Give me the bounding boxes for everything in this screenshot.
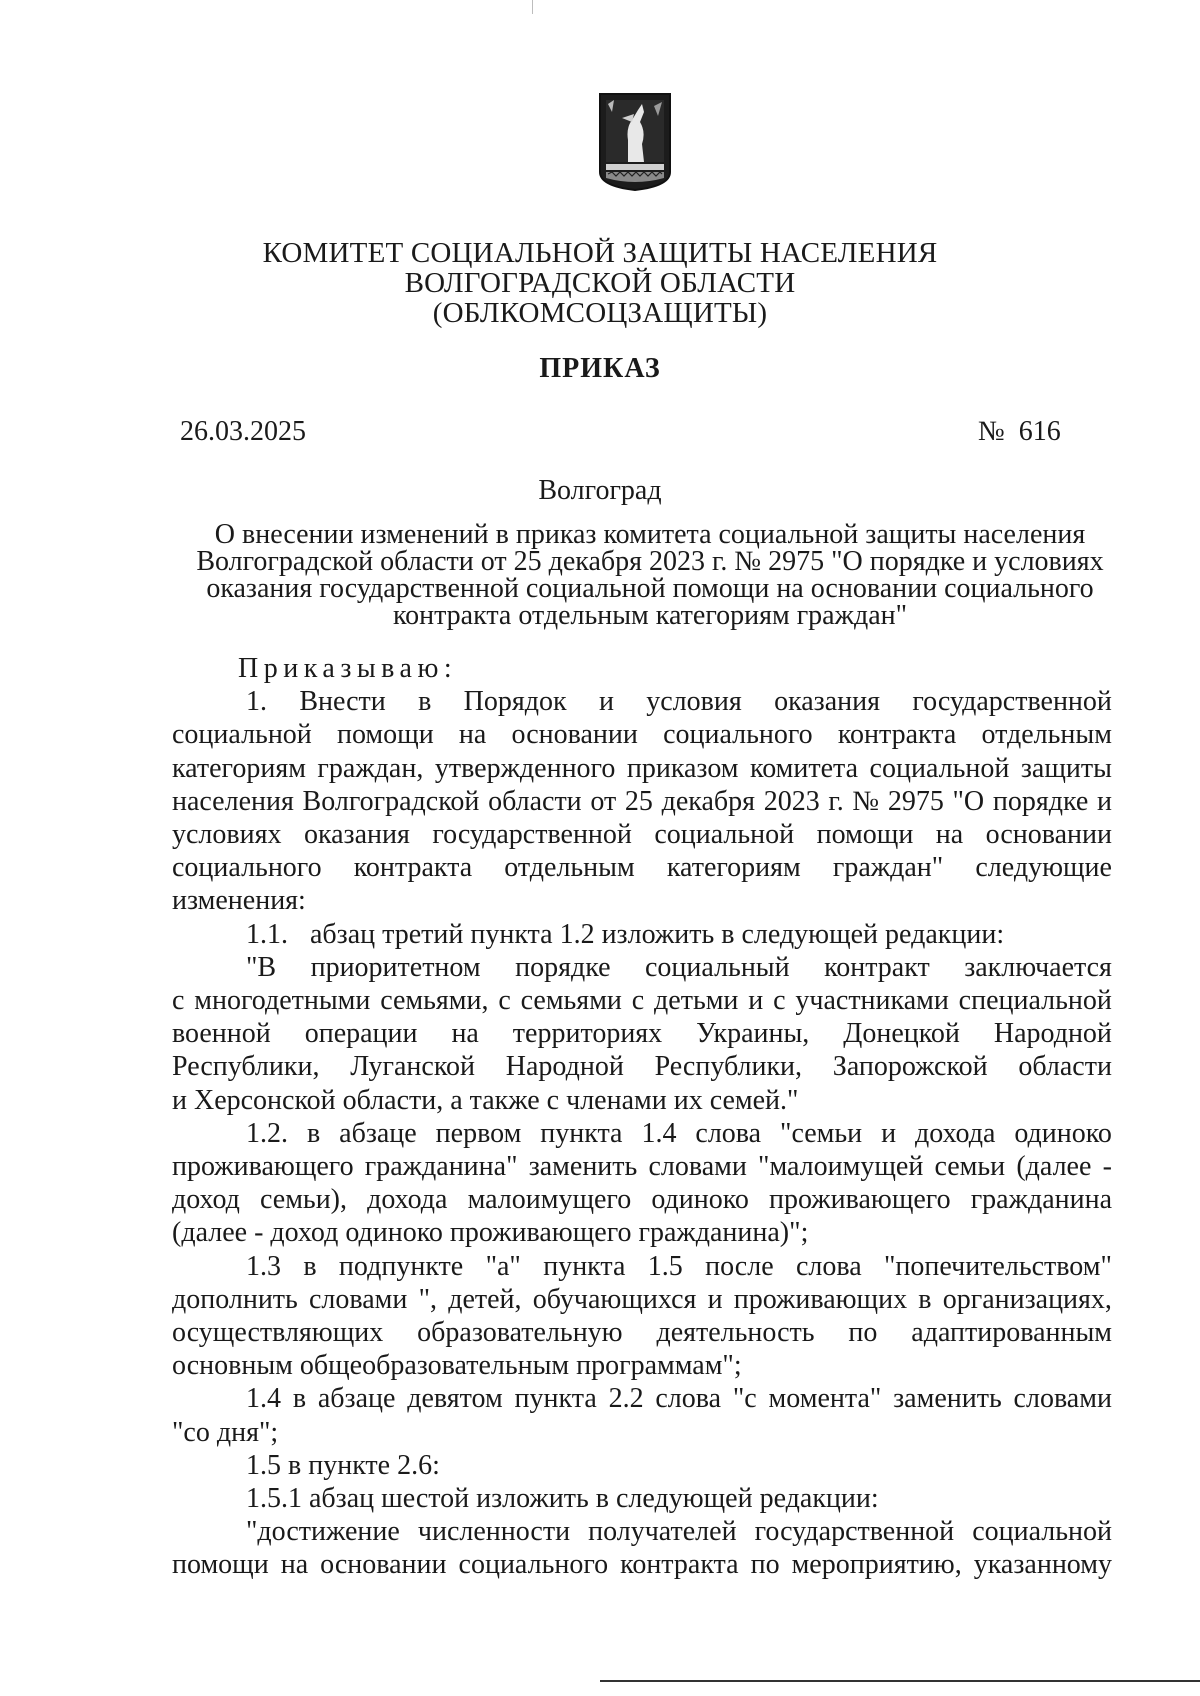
word: государственной <box>432 819 632 851</box>
word: и <box>881 1117 897 1149</box>
paragraph-line <box>172 918 1112 951</box>
word: малоимущего <box>467 1184 632 1216</box>
word: социального <box>458 1549 609 1581</box>
word: одиноко <box>1014 1117 1112 1149</box>
word: 1.3 <box>246 1250 281 1282</box>
paragraph-line <box>172 1216 1112 1249</box>
word: "О <box>952 785 985 817</box>
word: в <box>418 686 432 718</box>
word: Республики, <box>654 1051 803 1083</box>
word: 2023 <box>763 785 820 817</box>
item-number: 1.1. <box>246 918 288 950</box>
word: после <box>705 1250 774 1282</box>
word: 1.5 <box>647 1250 683 1282</box>
word: подпункте <box>338 1250 464 1282</box>
word: на <box>280 1549 309 1581</box>
word: численности <box>417 1516 571 1548</box>
word: "семьи <box>780 1117 863 1149</box>
order-word: Приказываю: <box>238 653 458 684</box>
document-body <box>172 652 1112 1582</box>
paragraph-text: основным общеобразовательным программам"; <box>172 1350 742 1382</box>
word: проживающего <box>769 1184 951 1216</box>
word: помощи <box>172 1549 269 1581</box>
word: по <box>848 1317 878 1349</box>
paragraph-line <box>172 1316 1112 1349</box>
word: 25 <box>624 785 653 817</box>
word: граждан" <box>832 852 944 884</box>
word: дохода <box>915 1117 996 1149</box>
word: детьми <box>654 985 739 1017</box>
word: социальной <box>654 819 795 851</box>
word: Народной <box>505 1051 624 1083</box>
word: пункта <box>514 1383 597 1415</box>
word: с <box>498 985 511 1017</box>
paragraph-text: (далее - доход одиноко проживающего гражданина)"; <box>172 1217 809 1249</box>
subject-line: Волгоградской области от 25 декабря 2023 г. № 2975 "О порядке и условиях <box>196 546 1104 577</box>
word: 1.4 <box>246 1383 281 1415</box>
paragraph-line <box>172 1250 1112 1283</box>
word: Волгоградской <box>302 785 480 817</box>
scan-mark <box>532 0 533 14</box>
word: в <box>306 1117 321 1149</box>
word: Луганской <box>350 1051 476 1083</box>
word: социальной <box>869 752 1010 784</box>
word: оказания <box>303 819 410 851</box>
word: Украины, <box>696 1018 810 1050</box>
word: области <box>488 785 582 817</box>
word: словами <box>648 1151 747 1183</box>
word: и <box>707 1283 723 1315</box>
organization-line: ВОЛГОГРАДСКОЙ ОБЛАСТИ <box>404 267 796 299</box>
word: образовательную <box>417 1317 623 1349</box>
word: проживающих <box>733 1283 908 1315</box>
paragraph-line <box>172 1382 1112 1415</box>
paragraph-line <box>172 1150 1112 1183</box>
word: условиях <box>172 819 282 851</box>
subject-line: оказания государственной социальной помощи на основании социального <box>206 573 1094 604</box>
word: защиты <box>1020 752 1112 784</box>
document-city: Волгоград <box>538 475 662 506</box>
paragraph-line <box>172 884 1112 917</box>
word: в <box>918 1283 932 1315</box>
word: с <box>773 985 786 1017</box>
word: (далее <box>1016 1151 1092 1183</box>
word: и <box>1096 785 1112 817</box>
number-value: 616 <box>1018 416 1061 447</box>
organization-line: (ОБЛКОМСОЦЗАЩИТЫ) <box>432 297 768 329</box>
word: и <box>748 985 764 1017</box>
paragraph-line <box>172 951 1112 984</box>
word: области <box>1018 1051 1112 1083</box>
word: заключается <box>964 951 1112 983</box>
word: многодетными <box>194 985 371 1017</box>
word: словами <box>1013 1383 1112 1415</box>
word: № <box>852 785 880 817</box>
word: 1.4 <box>641 1117 677 1149</box>
word: "В <box>246 951 277 983</box>
word: мероприятию, <box>791 1549 962 1581</box>
document-type: ПРИКАЗ <box>539 353 661 384</box>
word: с <box>631 985 645 1017</box>
word: Порядок <box>463 686 567 718</box>
word: семьями, <box>380 985 489 1017</box>
document-subject <box>170 521 1130 629</box>
word: социальный <box>645 951 790 983</box>
document-date: 26.03.2025 <box>180 416 306 447</box>
word: основании <box>320 1549 447 1581</box>
word: контракта <box>353 852 473 884</box>
word: участниками <box>795 985 949 1017</box>
word: семьями <box>520 985 622 1017</box>
word: "с <box>732 1383 757 1415</box>
word: заменить <box>528 1151 638 1183</box>
word: слова <box>795 1250 862 1282</box>
word: социальной <box>172 719 312 751</box>
word: категориям <box>666 852 801 884</box>
word: по <box>750 1549 780 1581</box>
word: 2975 <box>887 785 944 817</box>
page-edge-line <box>600 1680 1200 1682</box>
paragraph-line <box>172 1349 1112 1382</box>
word: проживающего <box>172 1151 354 1183</box>
word: деятельность <box>656 1317 815 1349</box>
word: социального <box>172 852 322 884</box>
word: декабря <box>661 785 756 817</box>
word: следующие <box>975 852 1112 884</box>
paragraph-line <box>172 818 1112 851</box>
word: категориям <box>172 752 306 784</box>
word: от <box>590 785 617 817</box>
word: порядке <box>515 951 611 983</box>
paragraph-line <box>172 1449 1112 1482</box>
word: и <box>598 686 614 718</box>
word: "а" <box>485 1250 521 1282</box>
word: помощи <box>816 819 914 851</box>
word: одиноко <box>651 1184 749 1216</box>
paragraph-line <box>172 1416 1112 1449</box>
word: в <box>292 1383 307 1415</box>
word: - <box>1102 1151 1112 1183</box>
word: доход <box>172 1184 240 1216</box>
paragraph-line <box>172 1183 1112 1216</box>
word: пункта <box>543 1250 626 1282</box>
word: "малоимущей <box>758 1151 924 1183</box>
word: контракта <box>620 1549 739 1581</box>
volgograd-coat-of-arms-icon <box>598 92 672 192</box>
number-sign: № <box>978 416 1005 447</box>
word: Республики, <box>172 1051 320 1083</box>
paragraph-text: изменения: <box>172 885 306 917</box>
word: первом <box>435 1117 522 1149</box>
word: словами <box>309 1283 408 1315</box>
paragraph-line <box>172 1548 1112 1581</box>
subject-line: контракта отдельным категориям граждан" <box>392 600 908 631</box>
item-number: 1. <box>246 686 267 718</box>
word: семьи), <box>260 1184 348 1216</box>
paragraph-line <box>172 785 1112 818</box>
word: условия <box>646 686 742 718</box>
word: гражданина <box>970 1184 1112 1216</box>
word: на <box>458 719 487 751</box>
word: "достижение <box>246 1516 400 1548</box>
word: Донецкой <box>843 1018 960 1050</box>
paragraph-line <box>172 851 1112 884</box>
word: указанному <box>973 1549 1112 1581</box>
word: дохода <box>367 1184 448 1216</box>
paragraph-text: "со дня"; <box>172 1416 279 1448</box>
word: государственной <box>912 686 1112 718</box>
word: 2.2 <box>608 1383 644 1415</box>
word: момента" <box>768 1383 882 1415</box>
word: с <box>172 985 185 1017</box>
organization-title <box>0 238 1200 328</box>
word: операции <box>304 1018 418 1050</box>
paragraph-line <box>172 1283 1112 1316</box>
word: на <box>451 1018 479 1050</box>
word: основании <box>985 819 1112 851</box>
word: "попечительством" <box>884 1250 1112 1282</box>
word: пункта <box>540 1117 623 1149</box>
word: порядке <box>992 785 1089 817</box>
word: слова <box>655 1383 722 1415</box>
word: дополнить <box>172 1283 298 1315</box>
word: осуществляющих <box>172 1317 384 1349</box>
word: территориях <box>512 1018 663 1050</box>
order-line <box>172 652 1112 685</box>
subject-line: О внесении изменений в приказ комитета социальной защиты населения <box>214 519 1086 550</box>
word: приоритетном <box>310 951 481 983</box>
paragraph-line <box>172 1050 1112 1083</box>
word: утвержденного <box>434 752 616 784</box>
word: г. <box>828 785 844 817</box>
word: на <box>935 819 964 851</box>
word: контракта <box>837 719 957 751</box>
paragraph-line <box>172 984 1112 1017</box>
word: помощи <box>336 719 434 751</box>
word: социального <box>663 719 813 751</box>
word: абзаце <box>317 1383 396 1415</box>
word: заменить <box>893 1383 1002 1415</box>
word: государственной <box>754 1516 955 1548</box>
word: граждан, <box>317 752 424 784</box>
word: девятом <box>407 1383 503 1415</box>
word: Народной <box>993 1018 1112 1050</box>
word: комитета <box>750 752 859 784</box>
paragraph-line <box>172 1482 1112 1515</box>
word: приказом <box>626 752 739 784</box>
document-number <box>978 416 1061 448</box>
word: Запорожской <box>832 1051 988 1083</box>
word: адаптированным <box>911 1317 1112 1349</box>
word: социальной <box>972 1516 1112 1548</box>
paragraph-text: 1.5.1 абзац шестой изложить в следующей редакции: <box>246 1483 879 1515</box>
paragraph-line <box>172 1017 1112 1050</box>
word: специальной <box>958 985 1112 1017</box>
word: в <box>303 1250 317 1282</box>
word: детей, <box>448 1283 522 1315</box>
word: военной <box>172 1018 271 1050</box>
word: семьи <box>934 1151 1006 1183</box>
item-number: 1.2. <box>246 1117 288 1149</box>
word: основании <box>511 719 638 751</box>
word: ", <box>418 1283 438 1315</box>
paragraph-line <box>172 718 1112 751</box>
paragraph-line <box>172 1084 1112 1117</box>
word: отдельным <box>981 719 1112 751</box>
word: населения <box>172 785 294 817</box>
word: гражданина" <box>364 1151 518 1183</box>
organization-line: КОМИТЕТ СОЦИАЛЬНОЙ ЗАЩИТЫ НАСЕЛЕНИЯ <box>262 237 938 269</box>
word: абзаце <box>339 1117 417 1149</box>
word: обучающихся <box>532 1283 697 1315</box>
word: отдельным <box>504 852 635 884</box>
paragraph-text: абзац третий пункта 1.2 изложить в следующей редакции: <box>310 918 1005 950</box>
word: Внести <box>299 686 386 718</box>
paragraph-line <box>172 685 1112 718</box>
paragraph-line <box>172 1515 1112 1548</box>
word: организациях, <box>942 1283 1112 1315</box>
word: получателей <box>588 1516 737 1548</box>
paragraph-text: и Херсонской области, а также с членами их семей." <box>172 1084 799 1116</box>
word: контракт <box>824 951 930 983</box>
word: слова <box>695 1117 762 1149</box>
word: оказания <box>774 686 881 718</box>
paragraph-line <box>172 1117 1112 1150</box>
paragraph-text: 1.5 в пункте 2.6: <box>246 1449 440 1481</box>
paragraph-line <box>172 752 1112 785</box>
